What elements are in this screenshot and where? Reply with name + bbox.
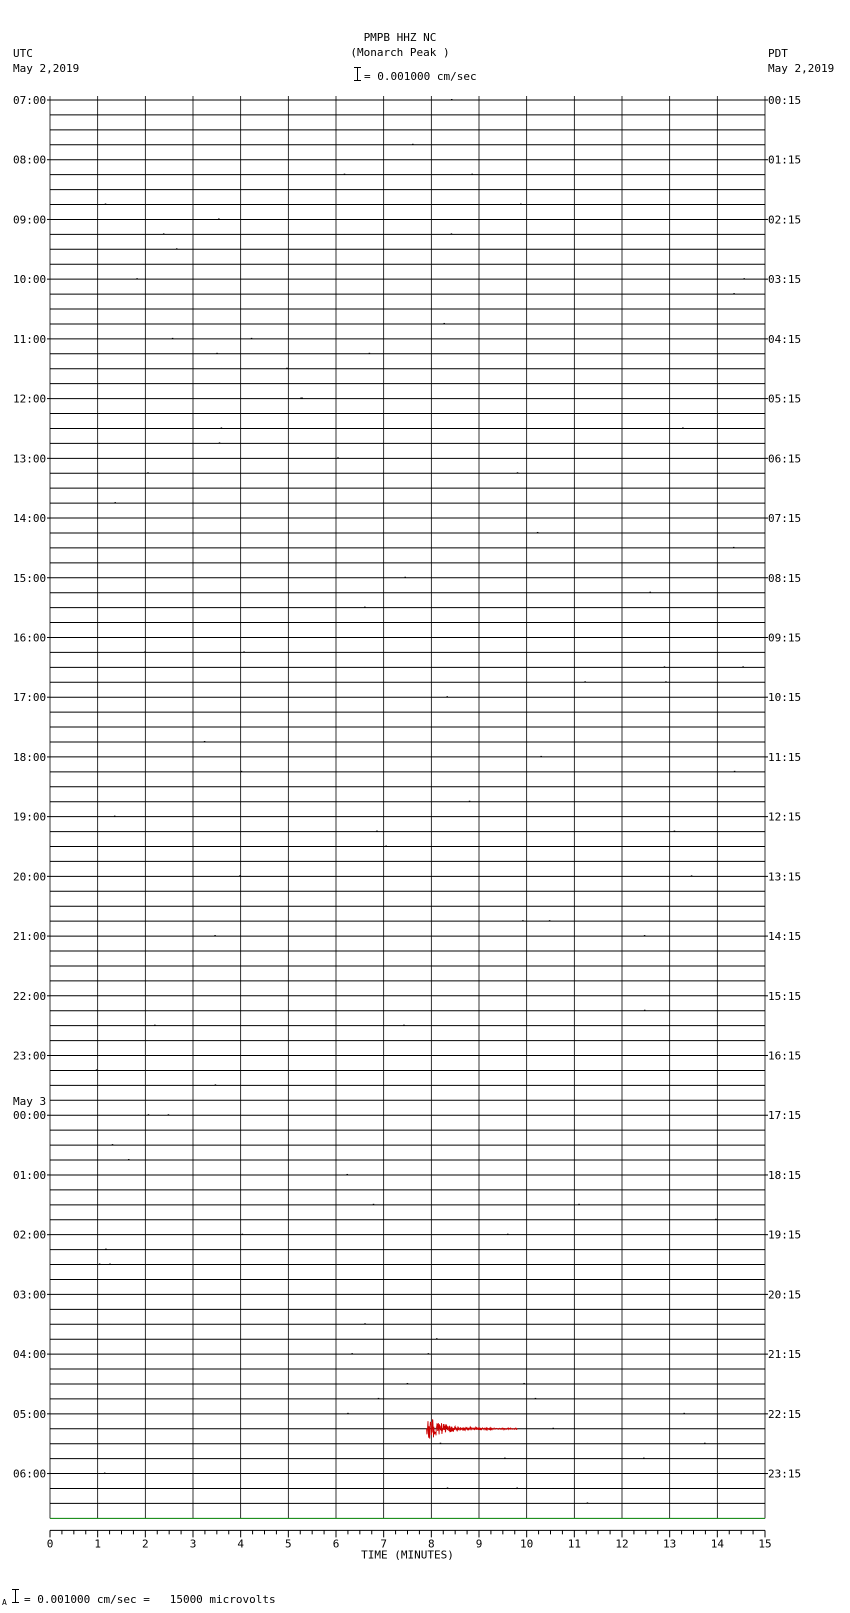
utc-hour-label: 13:00 [13,452,47,466]
pdt-hour-label: 10:15 [768,691,802,705]
trace-speck [364,607,366,608]
trace-speck [540,756,542,757]
trace-speck [99,1264,101,1265]
trace-speck [674,831,676,832]
trace-speck [683,1413,685,1414]
utc-hour-label: 10:00 [13,273,47,287]
trace-speck [520,204,522,205]
trace-speck [743,278,745,279]
trace-speck [204,741,206,742]
trace-speck [136,278,138,279]
trace-speck [144,651,146,652]
trace-speck [216,353,218,354]
trace-speck [522,920,524,921]
trace-speck [104,1473,106,1474]
utc-hour-label: 15:00 [13,571,47,585]
pdt-hour-label: 11:15 [768,750,802,764]
pdt-hour-label: 14:15 [768,930,802,944]
trace-speck [128,1159,130,1160]
pdt-hour-label: 12:15 [768,810,802,824]
utc-hour-label: 20:00 [13,870,47,884]
x-tick-label: 14 [710,1537,724,1551]
trace-speck [176,248,178,249]
trace-speck [369,353,371,354]
event-waveform [427,1419,517,1438]
pdt-hour-label: 06:15 [768,452,802,466]
utc-hour-label: 03:00 [13,1288,47,1302]
pdt-hour-label: 13:15 [768,870,802,884]
trace-speck [214,935,216,936]
trace-speck [344,174,346,175]
trace-speck [243,651,245,652]
trace-speck [385,846,387,847]
utc-hour-label: 02:00 [13,1228,47,1242]
trace-speck [407,1383,409,1384]
trace-speck [504,1458,506,1459]
trace-speck [428,1353,430,1354]
x-tick-label: 4 [237,1537,244,1551]
footer-corner-mark: A [2,1598,7,1607]
trace-speck [644,935,646,936]
x-tick-label: 8 [428,1537,435,1551]
x-tick-label: 3 [189,1537,197,1551]
trace-speck [347,1413,349,1414]
right-date: May 2,2019 [768,62,835,75]
utc-hour-label: 19:00 [13,810,47,824]
x-tick-label: 2 [142,1537,149,1551]
x-tick-label: 6 [332,1537,340,1551]
trace-speck [168,1114,170,1115]
trace-speck [643,1458,645,1459]
trace-speck [154,1025,156,1026]
trace-speck [517,472,519,473]
pdt-hour-label: 16:15 [768,1049,802,1063]
pdt-hour-label: 08:15 [768,571,802,585]
trace-speck [105,204,107,205]
station-title: PMPB HHZ NC [363,31,437,44]
trace-speck [337,457,339,458]
left-date: May 2,2019 [13,62,80,75]
trace-speck [114,816,116,817]
trace-speck [552,1428,554,1429]
trace-speck [537,532,539,533]
pdt-hour-label: 02:15 [768,213,802,227]
trace-speck [469,801,471,802]
trace-speck [578,1204,580,1205]
left-timezone: UTC [13,47,33,60]
trace-speck [507,1234,509,1235]
trace-speck [373,1204,375,1205]
trace-speck [286,368,288,369]
pdt-hour-label: 20:15 [768,1288,802,1302]
pdt-hour-label: 17:15 [768,1109,802,1123]
trace-speck [105,1249,107,1250]
date-change-label: May 3 [13,1095,47,1109]
trace-speck [404,577,406,578]
pdt-hour-label: 18:15 [768,1168,802,1182]
trace-speck [376,831,378,832]
trace-speck [451,99,453,100]
trace-speck [403,1025,405,1026]
x-tick-label: 11 [567,1537,581,1551]
x-tick-label: 0 [46,1537,54,1551]
footer-scale-note: = 0.001000 cm/sec = 15000 microvolts [24,1593,276,1606]
utc-hour-label: 18:00 [13,750,47,764]
trace-speck [215,1084,217,1085]
utc-hour-label: 22:00 [13,989,47,1003]
trace-speck [163,233,165,234]
trace-speck [584,681,586,682]
pdt-hour-label: 01:15 [768,153,802,167]
scale-label: = 0.001000 cm/sec [364,70,477,83]
pdt-hour-label: 03:15 [768,273,802,287]
utc-hour-label: 14:00 [13,512,47,526]
trace-speck [447,1487,449,1488]
trace-speck [446,696,448,697]
trace-speck [704,1443,706,1444]
utc-hour-label: 21:00 [13,930,47,944]
pdt-hour-label: 09:15 [768,631,802,645]
right-timezone: PDT [768,47,788,60]
trace-speck [221,427,223,428]
trace-speck [682,427,684,428]
station-location: (Monarch Peak ) [350,46,450,59]
trace-speck [471,174,473,175]
trace-speck [664,666,666,667]
footer-scale-bar-icon [12,1589,19,1603]
pdt-hour-label: 00:15 [768,94,802,107]
trace-speck [451,233,453,234]
trace-speck [172,338,174,339]
trace-speck [734,771,736,772]
utc-hour-label: 08:00 [13,153,47,167]
x-tick-label: 15 [758,1537,772,1551]
utc-hour-label: 09:00 [13,213,47,227]
trace-speck [443,323,445,324]
trace-speck [239,875,241,876]
x-tick-label: 1 [94,1537,101,1551]
utc-hour-label: 06:00 [13,1467,47,1481]
x-tick-label: 7 [380,1537,387,1551]
utc-hour-label: 23:00 [13,1049,47,1063]
trace-speck [440,1443,442,1444]
pdt-hour-label: 04:15 [768,332,802,346]
trace-speck [109,1264,111,1265]
trace-speck [535,1398,537,1399]
trace-speck [148,1114,150,1115]
x-axis-title: TIME (MINUTES) [361,1548,454,1562]
pdt-hour-label: 07:15 [768,512,802,526]
pdt-hour-label: 05:15 [768,392,802,406]
trace-speck [412,144,414,145]
utc-hour-label: 16:00 [13,631,47,645]
utc-hour-label: 05:00 [13,1407,47,1421]
trace-speck [644,1010,646,1011]
trace-speck [96,1069,98,1070]
trace-speck [378,1398,380,1399]
trace-speck [241,771,243,772]
trace-speck [218,218,220,219]
utc-hour-label: 12:00 [13,392,47,406]
trace-speck [587,1502,589,1503]
trace-speck [733,547,735,548]
pdt-hour-label: 15:15 [768,989,802,1003]
utc-hour-label: 07:00 [13,94,47,107]
trace-speck [715,1219,717,1220]
trace-speck [733,293,735,294]
x-tick-label: 10 [520,1537,534,1551]
trace-speck [147,472,149,473]
x-tick-label: 12 [615,1537,629,1551]
trace-speck [242,1234,244,1235]
trace-speck [251,338,253,339]
trace-speck [346,1174,348,1175]
utc-hour-label: 00:00 [13,1109,47,1123]
pdt-hour-label: 19:15 [768,1228,802,1242]
x-tick-label: 5 [285,1537,292,1551]
trace-speck [219,442,221,443]
trace-speck [364,1323,366,1324]
x-tick-label: 13 [663,1537,677,1551]
pdt-hour-label: 23:15 [768,1467,802,1481]
trace-speck [665,681,667,682]
trace-speck [742,666,744,667]
trace-speck [112,1144,114,1145]
pdt-hour-label: 21:15 [768,1348,802,1362]
trace-speck [114,502,116,503]
trace-speck [549,920,551,921]
trace-speck [436,1338,438,1339]
x-tick-label: 9 [475,1537,483,1551]
trace-speck [516,1487,518,1488]
utc-hour-label: 01:00 [13,1168,47,1182]
trace-speck [691,875,693,876]
trace-speck [351,1353,353,1354]
trace-speck [300,398,302,399]
utc-hour-label: 04:00 [13,1348,47,1362]
pdt-hour-label: 22:15 [768,1407,802,1421]
utc-hour-label: 17:00 [13,691,47,705]
utc-hour-label: 11:00 [13,332,47,346]
trace-speck [649,592,651,593]
trace-speck [523,1383,525,1384]
